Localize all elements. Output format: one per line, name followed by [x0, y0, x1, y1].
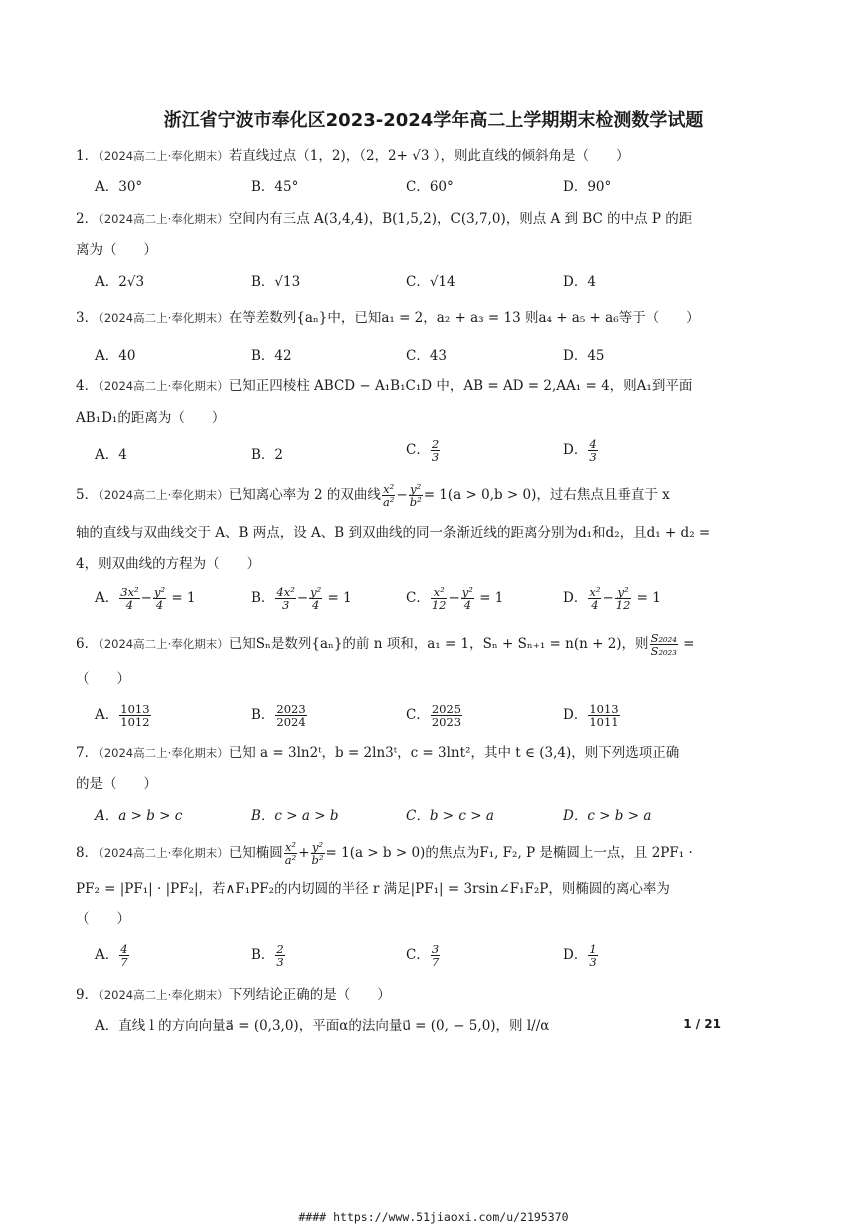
q4-option-b: B．2: [251, 447, 284, 463]
page-number: 1 / 21: [683, 1017, 721, 1031]
q4-option-c: C． $\frac{2}{3}$: [406, 437, 440, 464]
page-title: 浙江省宁波市奉化区2023-2024学年高二上学期期末检测数学试题: [163, 110, 704, 131]
question-source: （2024高二上·奉化期末）: [98, 379, 229, 393]
question-text: 已知Sₙ是数列{aₙ}的前 n 项和，a₁ = 1，Sₙ + Sₙ₊₁ = n(n + 2)，则: [228, 636, 649, 652]
question-text: 空间内有三点 A(3,4,4)，B(1,5,2)，C(3,7,0)，则点 A 到 BC 的中点 P 的距: [228, 211, 693, 227]
question-9: [76, 985, 391, 1005]
q5-option-b: B． $\frac{\text{4x²}}{3}$ − $\frac{\text{y²}}{4}$ = 1: [251, 585, 352, 612]
question-8-cont2: （ ）: [76, 911, 130, 927]
question-text: 下列结论正确的是（ ）: [228, 987, 391, 1003]
question-source: （2024高二上·奉化期末）: [98, 311, 229, 325]
question-2-cont: 离为（ ）: [76, 242, 157, 258]
q1-option-a: A．30°: [95, 179, 143, 195]
q6-option-a: A． $\frac{1013}{1012}$: [95, 702, 150, 729]
question-4-cont: AB₁D₁的距离为（ ）: [76, 410, 226, 426]
question-number: 5．: [76, 487, 99, 503]
fraction: $\frac{2}{3}$: [431, 437, 440, 464]
question-source: （2024高二上·奉化期末）: [98, 488, 229, 502]
question-number: 3．: [76, 310, 99, 326]
q4-option-a: A．4: [95, 447, 127, 463]
question-5-cont: 轴的直线与双曲线交于 A、B 两点，设 A、B 到双曲线的同一条渐近线的距离分别为d₁和d₂，且d₁ + d₂ =: [76, 525, 711, 541]
q9-option-a: A．直线 l 的方向向量a⃗ = (0,3,0)，平面α的法向量u⃗ = (0, − 5,0)，则 l//α: [95, 1018, 550, 1034]
fraction: $\frac{\text{x²}}{\text{a²}}$: [382, 482, 395, 509]
question-text: 已知 a = 3ln2ᵗ，b = 2ln3ᵗ，c = 3lnt²，其中 t ∈ (3,4)，则下列选项正确: [228, 745, 680, 761]
question-text: 已知正四棱柱 ABCD − A₁B₁C₁D 中，AB = AD = 2,AA₁ = 4，则A₁到平面: [228, 378, 693, 394]
question-text: 若直线过点（1，2)，（2，2+ √3 ），则此直线的倾斜角是（ ）: [228, 148, 630, 164]
question-source: （2024高二上·奉化期末）: [98, 149, 229, 163]
fraction: $\frac{\text{S₂₀₂₄}}{\text{S₂₀₂₃}}$: [650, 631, 677, 658]
fraction: $\frac{\text{y²}}{\text{b²}}$: [311, 840, 324, 867]
question-5-cont2: 4，则双曲线的方程为（ ）: [76, 556, 261, 572]
q1-option-c: C．60°: [406, 179, 454, 195]
question-text: 已知离心率为 2 的双曲线: [228, 487, 381, 503]
question-number: 2．: [76, 211, 99, 227]
q8-option-c: C． $\frac{3}{7}$: [406, 942, 440, 969]
question-source: （2024高二上·奉化期末）: [98, 637, 229, 651]
question-number: 4．: [76, 378, 99, 394]
question-source: （2024高二上·奉化期末）: [98, 988, 229, 1002]
q7-option-d: D．c > b > a: [563, 808, 652, 824]
fraction: $\frac{4}{3}$: [589, 437, 597, 464]
q3-option-b: B．42: [251, 348, 292, 364]
q3-option-c: C．43: [406, 348, 448, 364]
question-6: 6．（2024高二上·奉化期末）已知Sₙ是数列{aₙ}的前 n 项和，a₁ = 1，Sₙ + Sₙ₊₁ = n(n + 2)，则 $\frac{\text{S₂₀₂₄}}{\text{S₂₀₂₃}}$ =: [76, 631, 695, 658]
question-8: 8．（2024高二上·奉化期末）已知椭圆 $\frac{\text{x²}}{\text{a²}}$ + $\frac{\text{y²}}{\text{b²}}$ = 1(a > b > 0)的焦点为F₁, F₂, P 是椭圆上一点，且 2PF₁ ·: [76, 840, 693, 867]
question-text: 已知椭圆: [228, 845, 283, 861]
q1-option-b: B．45°: [251, 179, 299, 195]
question-2: [76, 209, 692, 229]
question-number: 9．: [76, 987, 99, 1003]
q3-option-a: A．40: [95, 348, 136, 364]
question-8-cont: PF₂ = |PF₁| · |PF₂|，若∧F₁PF₂的内切圆的半径 r 满足|PF₁| = 3rsin∠F₁F₂P，则椭圆的离心率为: [76, 881, 670, 897]
q8-option-b: B． $\frac{2}{3}$: [251, 942, 284, 969]
question-7-cont: 的是（ ）: [76, 776, 157, 792]
question-3: [76, 308, 700, 328]
fraction: $\frac{\text{y²}}{\text{b²}}$: [409, 482, 422, 509]
question-number: 1．: [76, 148, 99, 164]
q2-option-d: D．4: [563, 274, 596, 290]
q2-option-b: B．√13: [251, 274, 301, 290]
q7-option-c: C．b > c > a: [406, 808, 494, 824]
fraction: $\frac{\text{x²}}{\text{a²}}$: [284, 840, 297, 867]
q6-option-d: D． $\frac{1013}{1011}$: [563, 702, 619, 729]
question-source: （2024高二上·奉化期末）: [98, 846, 229, 860]
q4-option-d: D． $\frac{4}{3}$: [563, 437, 597, 464]
question-1: [76, 146, 629, 166]
question-4: [76, 376, 692, 396]
footer-url[interactable]: #### https://www.51jiaoxi.com/u/2195370: [298, 1210, 569, 1224]
question-number: 6．: [76, 636, 99, 652]
q7-option-a: A．a > b > c: [95, 808, 183, 824]
question-text: 在等差数列{aₙ}中，已知a₁ = 2，a₂ + a₃ = 13 则a₄ + a₅ + a₆等于（ ）: [228, 310, 700, 326]
q2-option-a: A．2√3: [95, 274, 145, 290]
q8-option-a: A． $\frac{4}{7}$: [95, 942, 128, 969]
q5-option-c: C． $\frac{\text{x²}}{12}$ − $\frac{\text{y²}}{4}$ = 1: [406, 585, 504, 612]
question-number: 7．: [76, 745, 99, 761]
question-text-cont: = 1(a > b > 0)的焦点为F₁, F₂, P 是椭圆上一点，且 2PF₁ ·: [325, 845, 693, 861]
q8-option-d: D． $\frac{1}{3}$: [563, 942, 597, 969]
q6-option-c: C． $\frac{2025}{2023}$: [406, 702, 462, 729]
question-6-cont: （ ）: [76, 671, 130, 687]
q3-option-d: D．45: [563, 348, 605, 364]
q6-option-b: B． $\frac{2023}{2024}$: [251, 702, 306, 729]
q1-option-d: D．90°: [563, 179, 612, 195]
question-7: [76, 743, 679, 763]
question-source: （2024高二上·奉化期末）: [98, 212, 229, 226]
question-number: 8．: [76, 845, 99, 861]
question-text-cont: = 1(a > 0,b > 0)，过右焦点且垂直于 x: [423, 487, 670, 503]
question-5: 5．（2024高二上·奉化期末）已知离心率为 2 的双曲线 $\frac{\text{x²}}{\text{a²}}$ − $\frac{\text{y²}}{\text{b²}}$ = 1(a > 0,b > 0)，过右焦点且垂直于 x: [76, 482, 670, 509]
q5-option-a: A． $\frac{\text{3x²}}{4}$ − $\frac{\text{y²}}{4}$ = 1: [95, 585, 196, 612]
q2-option-c: C．√14: [406, 274, 456, 290]
q5-option-d: D． $\frac{\text{x²}}{4}$ − $\frac{\text{y²}}{12}$ = 1: [563, 585, 661, 612]
q7-option-b: B．c > a > b: [251, 808, 339, 824]
question-source: （2024高二上·奉化期末）: [98, 746, 229, 760]
